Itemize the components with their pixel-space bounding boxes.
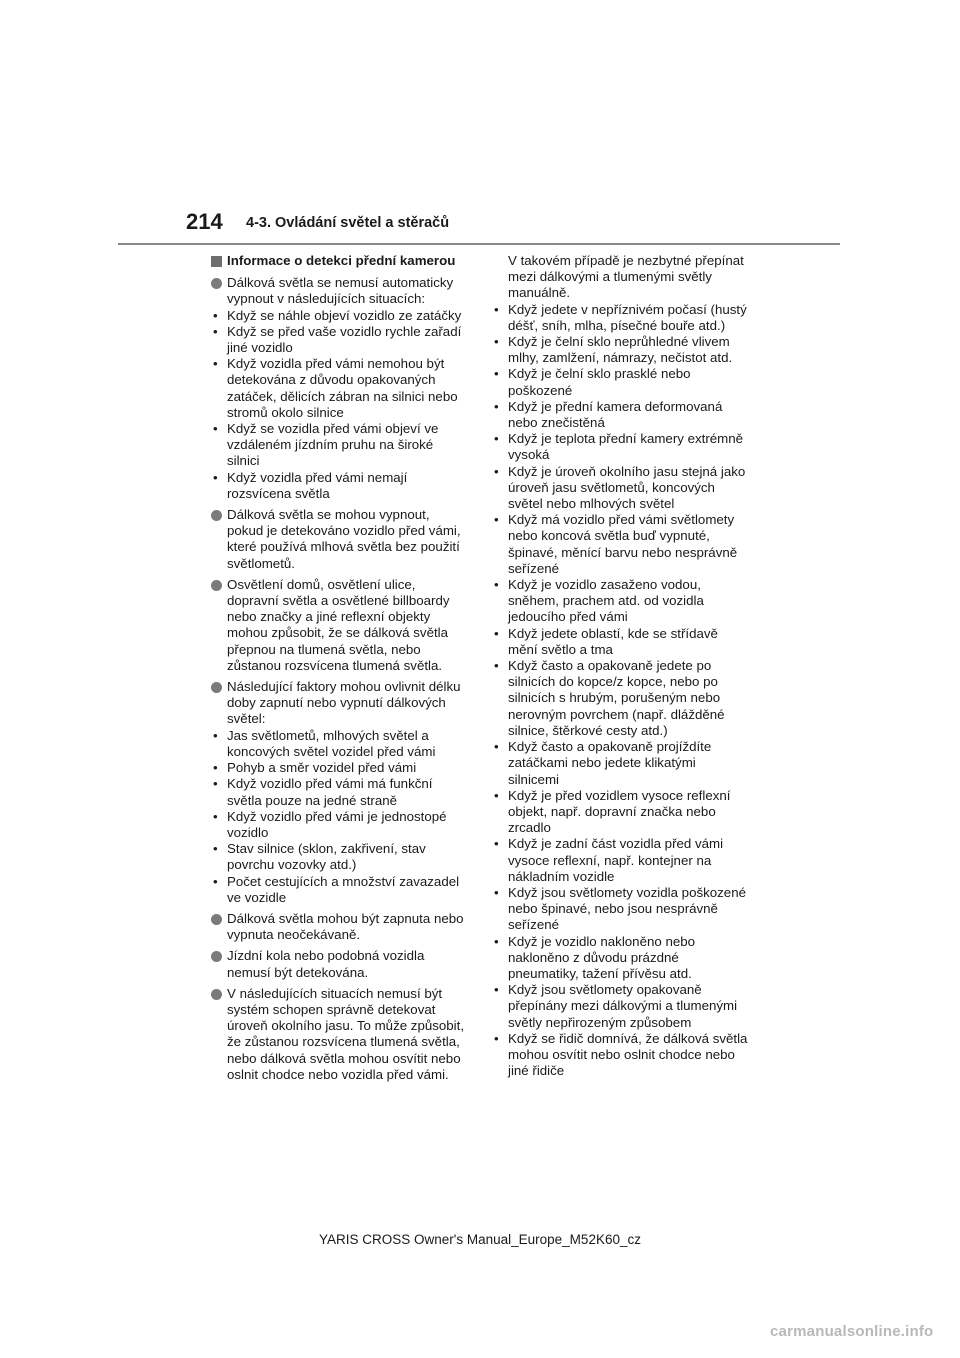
section-title: 4-3. Ovládání světel a stěračů [246,215,450,231]
list-item [492,836,750,885]
entry-text: Dálková světla se mohou vypnout, pokud je detekováno vozidlo před vámi, které používá mlhová světla bez použití světlometů. [227,507,461,571]
list-item-text: Když vozidla před vámi nemají rozsvícena světla [227,469,408,501]
list-item [492,464,750,513]
list-item-text: Když se náhle objeví vozidlo ze zatáčky [227,307,462,323]
entry [211,507,469,572]
list-item-text: Když je před vozidlem vysoce reflexní objekt, např. dopravní značka nebo zrcadlo [508,787,731,836]
bullet-mark: • [213,873,218,889]
circle-bullet-icon [211,951,222,962]
list-item [492,658,750,739]
bullet-mark: • [213,808,218,824]
list-item [211,841,469,873]
list-item-text: Když má vozidlo před vámi světlomety nebo koncová světla buď vypnuté, špinavé, měnící barvu nebo nesprávně seřízené [508,512,738,576]
circle-bullet-icon [211,682,222,693]
entry-text: Dálková světla mohou být zapnuta nebo vypnuta neočekávaně. [227,910,464,943]
entry-list [211,728,469,906]
left-column [211,253,469,1088]
left-entries [211,275,469,1083]
bullet-mark: • [494,398,499,414]
list-item [492,982,750,1031]
bullet-mark: • [494,787,499,803]
continuation-text: V takovém případě je nezbytné přepínat mezi dálkovými a tlumenými světly manuálně. [508,253,744,301]
list-item [211,356,469,421]
square-bullet-icon [211,256,222,267]
circle-bullet-icon [211,510,222,521]
bullet-mark: • [494,982,499,998]
list-item-text: Když vozidlo před vámi je jednostopé vozidlo [227,808,447,840]
list-item [211,760,469,776]
bullet-mark: • [494,512,499,528]
footer-text: YARIS CROSS Owner's Manual_Europe_M52K60_cz [319,1232,641,1247]
list-item-text: Když vozidla před vámi nemohou být detekována z důvodu opakovaných zatáček, dělicích zábran na silnici nebo stromů okolo silnice [227,356,458,420]
entry-text: Osvětlení domů, osvětlení ulice, dopravní světla a osvětlené billboardy nebo značky a jiné reflexní objekty mohou způsobit, že se dálková světla přepnou na tlumená světla, nebo zůstanou rozsvícena tlumená světla. [227,576,450,673]
bullet-mark: • [494,836,499,852]
circle-bullet-icon [211,989,222,1000]
entry-text: Dálková světla se nemusí automaticky vypnout v následujících situacích: [227,275,454,307]
bullet-mark: • [494,625,499,641]
list-item [492,334,750,366]
subheading [211,253,469,269]
bullet-mark: • [213,356,218,372]
list-item-text: Když je vozidlo zasaženo vodou, sněhem, prachem atd. od vozidla jedoucího před vámi [508,577,704,625]
list-item-text: Když vozidlo před vámi má funkční světla pouze na jedné straně [227,776,433,808]
list-item [492,366,750,398]
list-item-text: Počet cestujících a množství zavazadel ve vozidle [227,873,460,905]
list-item-text: Když často a opakovaně projíždíte zatáčkami nebo jedete klikatými silnicemi [508,739,712,787]
bullet-mark: • [494,933,499,949]
circle-bullet-icon [211,914,222,925]
list-item-text: Jas světlometů, mlhových světel a koncových světel vozidel před vámi [227,727,436,759]
bullet-mark: • [494,366,499,382]
right-list [492,302,750,1080]
list-item [492,302,750,334]
list-item [211,809,469,841]
page-number: 214 [186,209,223,234]
bullet-mark: • [213,727,218,743]
bullet-mark: • [213,421,218,437]
list-item [211,776,469,808]
list-item [492,577,750,626]
list-item-text: Když je přední kamera deformovaná nebo znečistěná [508,398,723,431]
entry-text: Následující faktory mohou ovlivnit délku doby zapnutí nebo vypnutí dálkových světel: [227,679,461,727]
list-item-text: Když často a opakovaně jedete po silnicích do kopce/z kopce, nebo po silnicích s hrubým, porušeným nebo nerovným povrchem (např. dlážděné silnice, štěrkové cesty atd.) [508,658,725,738]
list-item [492,399,750,431]
list-item-text: Pohyb a směr vozidel před vámi [227,760,417,776]
list-item [211,874,469,906]
list-item [492,934,750,983]
list-item-text: Když je čelní sklo neprůhledné vlivem mlhy, zamlžení, námrazy, nečistot atd. [508,334,733,366]
bullet-mark: • [213,776,218,792]
list-item [211,728,469,760]
list-item-text: Stav silnice (sklon, zakřivení, stav povrchu vozovky atd.) [227,841,426,873]
list-item-text: Když se řidič domnívá, že dálková světla mohou osvítit nebo oslnit chodce nebo jiné řidiče [508,1030,748,1079]
list-item-text: Když je čelní sklo prasklé nebo poškozené [508,366,691,398]
list-item [492,512,750,577]
bullet-mark: • [213,307,218,323]
list-item [492,626,750,658]
entry-text: V následujících situacích nemusí být systém schopen správně detekovat úroveň okolního jasu. To může způsobit, že zůstanou rozsvícena tlumená světla, nebo dálková světla mohou osvítit nebo oslnit chodce nebo vozidla před vámi. [227,985,465,1082]
bullet-mark: • [213,760,218,776]
bullet-mark: • [494,431,499,447]
bullet-mark: • [494,334,499,350]
entry [211,911,469,943]
bullet-mark: • [213,469,218,485]
bullet-mark: • [494,1030,499,1046]
watermark-text: carmanualsonline.info [770,1323,934,1340]
list-item-text: Když je vozidlo nakloněno nebo nakloněno z důvodu prázdné pneumatiky, tažení přívěsu atd. [508,933,696,981]
list-item-text: Když je zadní část vozidla před vámi vysoce reflexní, např. kontejner na nákladním vozidle [508,836,724,884]
list-item-text: Když jedete oblastí, kde se střídavě mění světlo a tma [508,625,718,657]
right-column [492,253,750,1079]
entry [211,948,469,980]
list-item-text: Když jsou světlomety opakovaně přepínány mezi dálkovými a tlumenými světly nepřirozeným způsobem [508,982,738,1030]
header-divider [118,243,840,245]
bullet-mark: • [494,739,499,755]
list-item-text: Když jsou světlomety vozidla poškozené nebo špinavé, nebo jsou nesprávně seřízené [508,884,746,933]
list-item [211,324,469,356]
list-item-text: Když je úroveň okolního jasu stejná jako úroveň jasu světlometů, koncových světel nebo mlhových světel [508,463,746,512]
entry [211,275,469,502]
entry [211,577,469,674]
list-item-text: Když je teplota přední kamery extrémně vysoká [508,431,744,463]
list-item-text: Když jedete v nepříznivém počasí (hustý déšť, sníh, mlha, písečné bouře atd.) [508,301,747,333]
entry-text: Jízdní kola nebo podobná vozidla nemusí být detekována. [227,948,425,980]
list-item [211,308,469,324]
bullet-mark: • [494,658,499,674]
bullet-mark: • [494,463,499,479]
list-item [492,1031,750,1080]
subheading-text: Informace o detekci přední kamerou [227,253,456,268]
list-item [211,421,469,470]
list-item [211,470,469,502]
entry [211,986,469,1083]
list-item [492,739,750,788]
bullet-mark: • [494,301,499,317]
circle-bullet-icon [211,580,222,591]
list-item [492,885,750,934]
entry [211,679,469,906]
bullet-mark: • [213,323,218,339]
circle-bullet-icon [211,278,222,289]
bullet-mark: • [494,577,499,593]
list-item-text: Když se vozidla před vámi objeví ve vzdáleném jízdním pruhu na široké silnici [227,421,439,469]
list-item [492,788,750,837]
bullet-mark: • [494,884,499,900]
bullet-mark: • [213,841,218,857]
list-item-text: Když se před vaše vozidlo rychle zařadí jiné vozidlo [227,323,462,356]
entry-list [211,308,469,502]
list-item [492,431,750,463]
